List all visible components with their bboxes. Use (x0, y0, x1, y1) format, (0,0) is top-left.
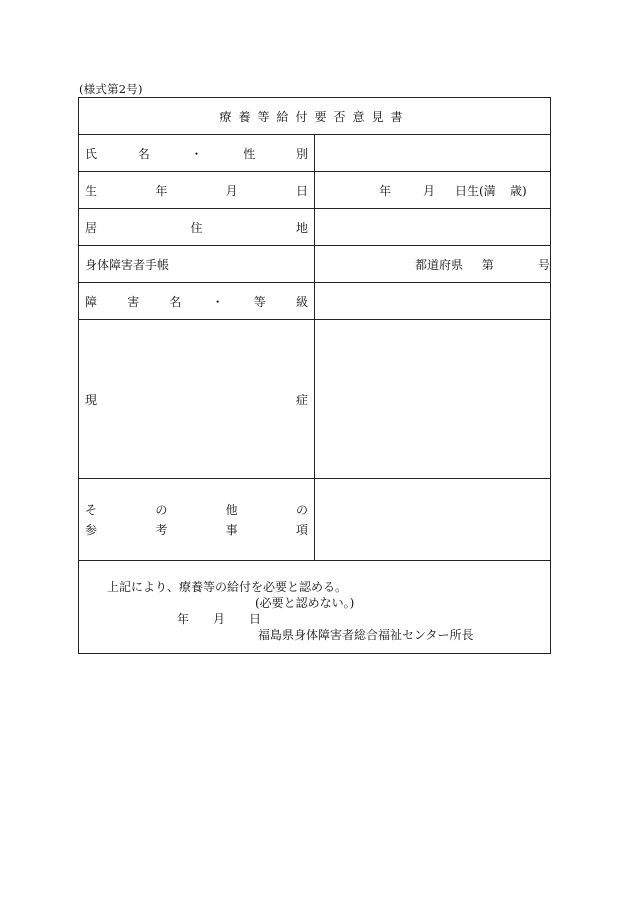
form-number-label: (様式第2号) (79, 82, 143, 96)
birth-month: 月 (423, 183, 436, 198)
form-title: 療養等給付要否意見書 (79, 98, 551, 135)
footer-date: 年 月 日 (177, 612, 262, 626)
handbook-number-suffix: 号 (537, 257, 550, 272)
birthdate-field[interactable] (315, 172, 551, 209)
disability-field[interactable] (315, 283, 551, 320)
footer-cell (79, 561, 551, 654)
address-label: 居 住 地 (79, 209, 315, 246)
name-gender-field[interactable] (315, 135, 551, 172)
birth-year: 年 (379, 183, 392, 198)
notes-field[interactable] (315, 479, 551, 561)
condition-field[interactable] (315, 320, 551, 479)
name-gender-label: 氏 名 ・ 性 別 (79, 135, 315, 172)
handbook-no: 第 (481, 257, 494, 272)
disability-label: 障 害 名 ・ 等 級 (79, 283, 315, 320)
footer-signatory: 福島県身体障害者総合福祉センター所長 (258, 628, 474, 642)
birthdate-label: 生 年 月 日 (79, 172, 315, 209)
footer-statement: 上記により、療養等の給付を必要と認める。 (107, 580, 348, 594)
notes-label: そ の 他 の 参 考 事 項 (79, 479, 315, 561)
handbook-field[interactable] (315, 246, 551, 283)
handbook-label: 身体障害者手帳 (79, 246, 315, 283)
birth-age: 歳) (510, 183, 527, 198)
address-field[interactable] (315, 209, 551, 246)
opinion-form-table (78, 97, 551, 654)
condition-label: 現 症 (79, 320, 315, 479)
footer-alternative: (必要と認めない。) (255, 596, 355, 610)
handbook-prefecture: 都道府県 (415, 257, 464, 272)
birth-day-age: 日生(満 (455, 183, 496, 198)
